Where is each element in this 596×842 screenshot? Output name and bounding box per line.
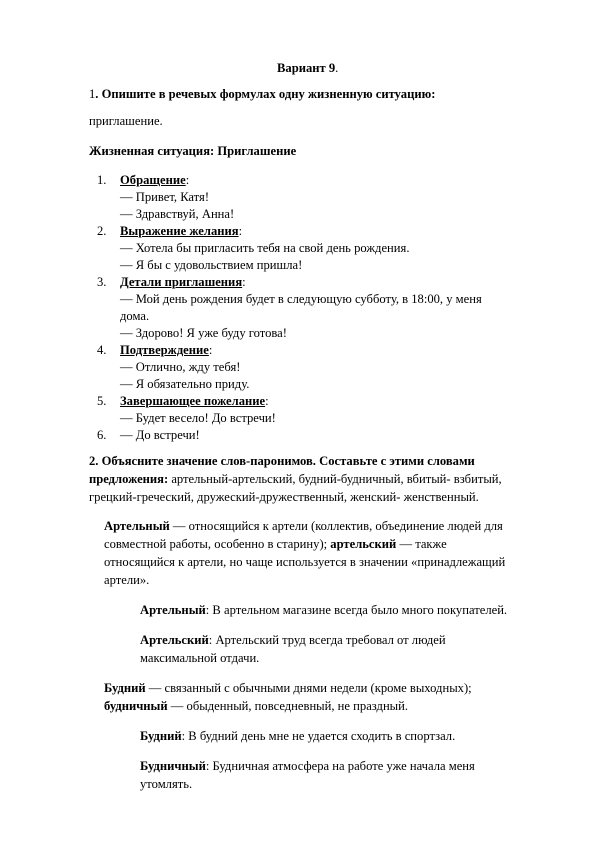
dialogue-line: — До встречи! [120,428,200,442]
list-item-label: Завершающее пожелание: [120,394,269,408]
situation-heading: Жизненная ситуация: Приглашение [89,144,297,158]
list-item: 5. [97,394,107,408]
definition-line: будничный — обыденный, повседневный, не праздный. [104,699,409,713]
list-item-label: Подтверждение: [120,343,213,357]
task2-heading-line2: предложения: артельный-артельский, будний-будничный, вбитый- взбитый, [89,472,502,486]
dialogue-line: — Я обязательно приду. [120,377,250,391]
list-item: 3. [97,275,107,289]
task2-heading: 2. Объясните значение слов-паронимов. Составьте с этими словами [89,454,475,468]
task1-topic: приглашение. [89,114,163,128]
dialogue-line: — Отлично, жду тебя! [120,360,241,374]
task1-heading: 1. Опишите в речевых формулах одну жизненную ситуацию: [89,87,436,101]
example-sentence: Будний: В будний день мне не удается сходить в спортзал. [140,729,456,743]
definition-budni: Будний — связанный с обычными днями недели (кроме выходных); [104,681,472,695]
dialogue-line: — Хотела бы пригласить тебя на свой день рождения. [120,241,410,255]
example-sentence: Артельный: В артельном магазине всегда было много покупателей. [140,603,508,617]
list-item: 4. [97,343,107,357]
dialogue-line: — Здорово! Я уже буду готова! [120,326,287,340]
dialogue-line: — Здравствуй, Анна! [120,207,235,221]
definition-line: совместной работы, особенно в старину); артельский — также [104,537,447,551]
example-sentence: Будничный: Будничная атмосфера на работе уже начала меня [140,759,475,773]
list-item-label: Выражение желания: [120,224,243,238]
list-item: 6. [97,428,107,442]
example-sentence: Артельский: Артельский труд всегда требовал от людей [140,633,446,647]
dialogue-line: — Мой день рождения будет в следующую субботу, в 18:00, у меня [120,292,482,306]
example-sentence-cont: утомлять. [140,777,193,791]
dialogue-line: — Будет весело! До встречи! [120,411,276,425]
list-item: 1. [97,173,107,187]
task2-heading-line3: грецкий-греческий, дружеский-дружественный, женский- женственный. [89,490,479,504]
list-item-label: Детали приглашения: [120,275,246,289]
dialogue-line: — Я бы с удовольствием пришла! [120,258,303,272]
definition-line: артели». [104,573,150,587]
example-sentence-cont: максимальной отдачи. [140,651,260,665]
dialogue-line: дома. [120,309,150,323]
dialogue-line: — Привет, Катя! [120,190,210,204]
definition-line: относящийся к артели, но чаще используется в значении «принадлежащий [104,555,506,569]
variant-title: Вариант 9. [277,61,339,75]
list-item: 2. [97,224,107,238]
definition-artel: Артельный — относящийся к артели (коллектив, объединение людей для [104,519,503,533]
list-item-label: Обращение: [120,173,190,187]
